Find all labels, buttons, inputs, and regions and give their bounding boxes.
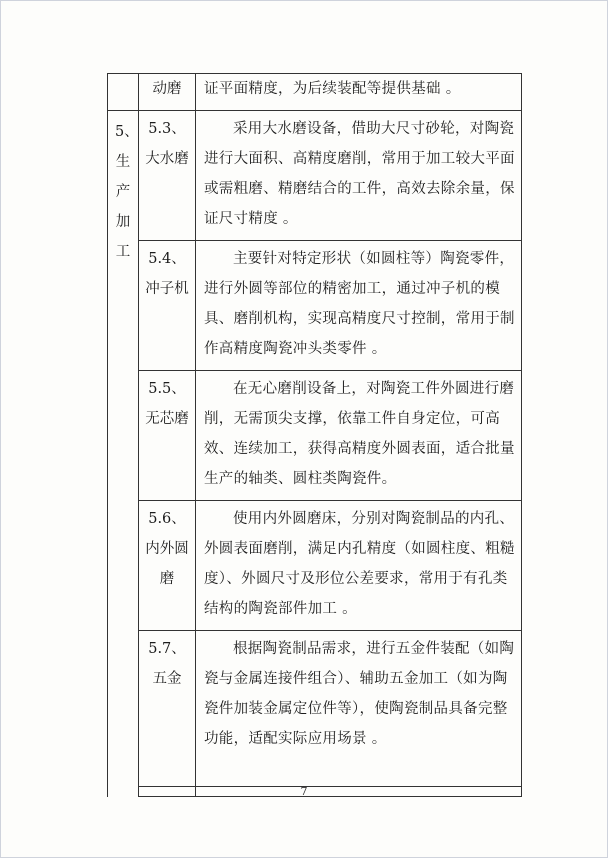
process-name-cell	[139, 111, 196, 241]
process-name: 5.3、大水磨	[145, 121, 189, 167]
process-description: 在无心磨削设备上，对陶瓷工件外圆进行磨削，无需顶尖支撑，依靠工件自身定位，可高效、连续加工，获得高精度外圆表面，适合批量生产的轴类、圆柱类陶瓷件。	[204, 381, 515, 487]
process-name-cell	[139, 371, 196, 501]
table-row	[108, 371, 522, 501]
process-name: 5.4、冲子机	[145, 251, 189, 297]
process-description: 采用大水磨设备，借助大尺寸砂轮，对陶瓷进行大面积、高精度磨削，常用于加工较大平面或需粗磨、精磨结合的工件，高效去除余量，保证尺寸精度 。	[204, 121, 515, 227]
process-description-cell	[196, 371, 522, 501]
table-row	[108, 74, 522, 111]
process-description-cell	[196, 74, 522, 111]
category-cell	[108, 111, 139, 797]
process-description-cell	[196, 501, 522, 631]
table-row	[108, 241, 522, 371]
process-name: 动磨	[152, 81, 182, 97]
process-description: 使用内外圆磨床，分别对陶瓷制品的内孔、外圆表面磨削，满足内孔精度（如圆柱度、粗糙度）、外圆尺寸及形位公差要求，常用于有孔类结构的陶瓷部件加工 。	[204, 511, 515, 617]
process-name: 5.6、内外圆磨	[145, 511, 189, 587]
process-name-cell	[139, 74, 196, 111]
process-name-cell	[139, 501, 196, 631]
process-description-cell	[196, 111, 522, 241]
process-table	[107, 73, 522, 797]
process-name-cell	[139, 241, 196, 371]
process-description: 根据陶瓷制品需求，进行五金件装配（如陶瓷与金属连接件组合）、辅助五金加工（如为陶瓷件加装金属定位件等），使陶瓷制品具备完整功能，适配实际应用场景 。	[204, 641, 515, 747]
process-name: 5.5、无芯磨	[145, 381, 189, 427]
table-row	[108, 631, 522, 787]
process-description-cell	[196, 631, 522, 787]
process-description-cell	[196, 241, 522, 371]
process-name: 5.7、五金	[148, 641, 186, 687]
category-cell-top	[108, 74, 139, 111]
table-row	[108, 111, 522, 241]
category-label: 5、生产加工	[115, 124, 139, 260]
process-description: 主要针对特定形状（如圆柱等）陶瓷零件，进行外圆等部位的精密加工，通过冲子机的模具、磨削机构，实现高精度尺寸控制，常用于制作高精度陶瓷冲头类零件 。	[204, 251, 515, 357]
process-description: 证平面精度，为后续装配等提供基础 。	[204, 81, 461, 97]
page-number: 7	[300, 785, 308, 798]
process-name-cell	[139, 631, 196, 787]
table-row	[108, 501, 522, 631]
